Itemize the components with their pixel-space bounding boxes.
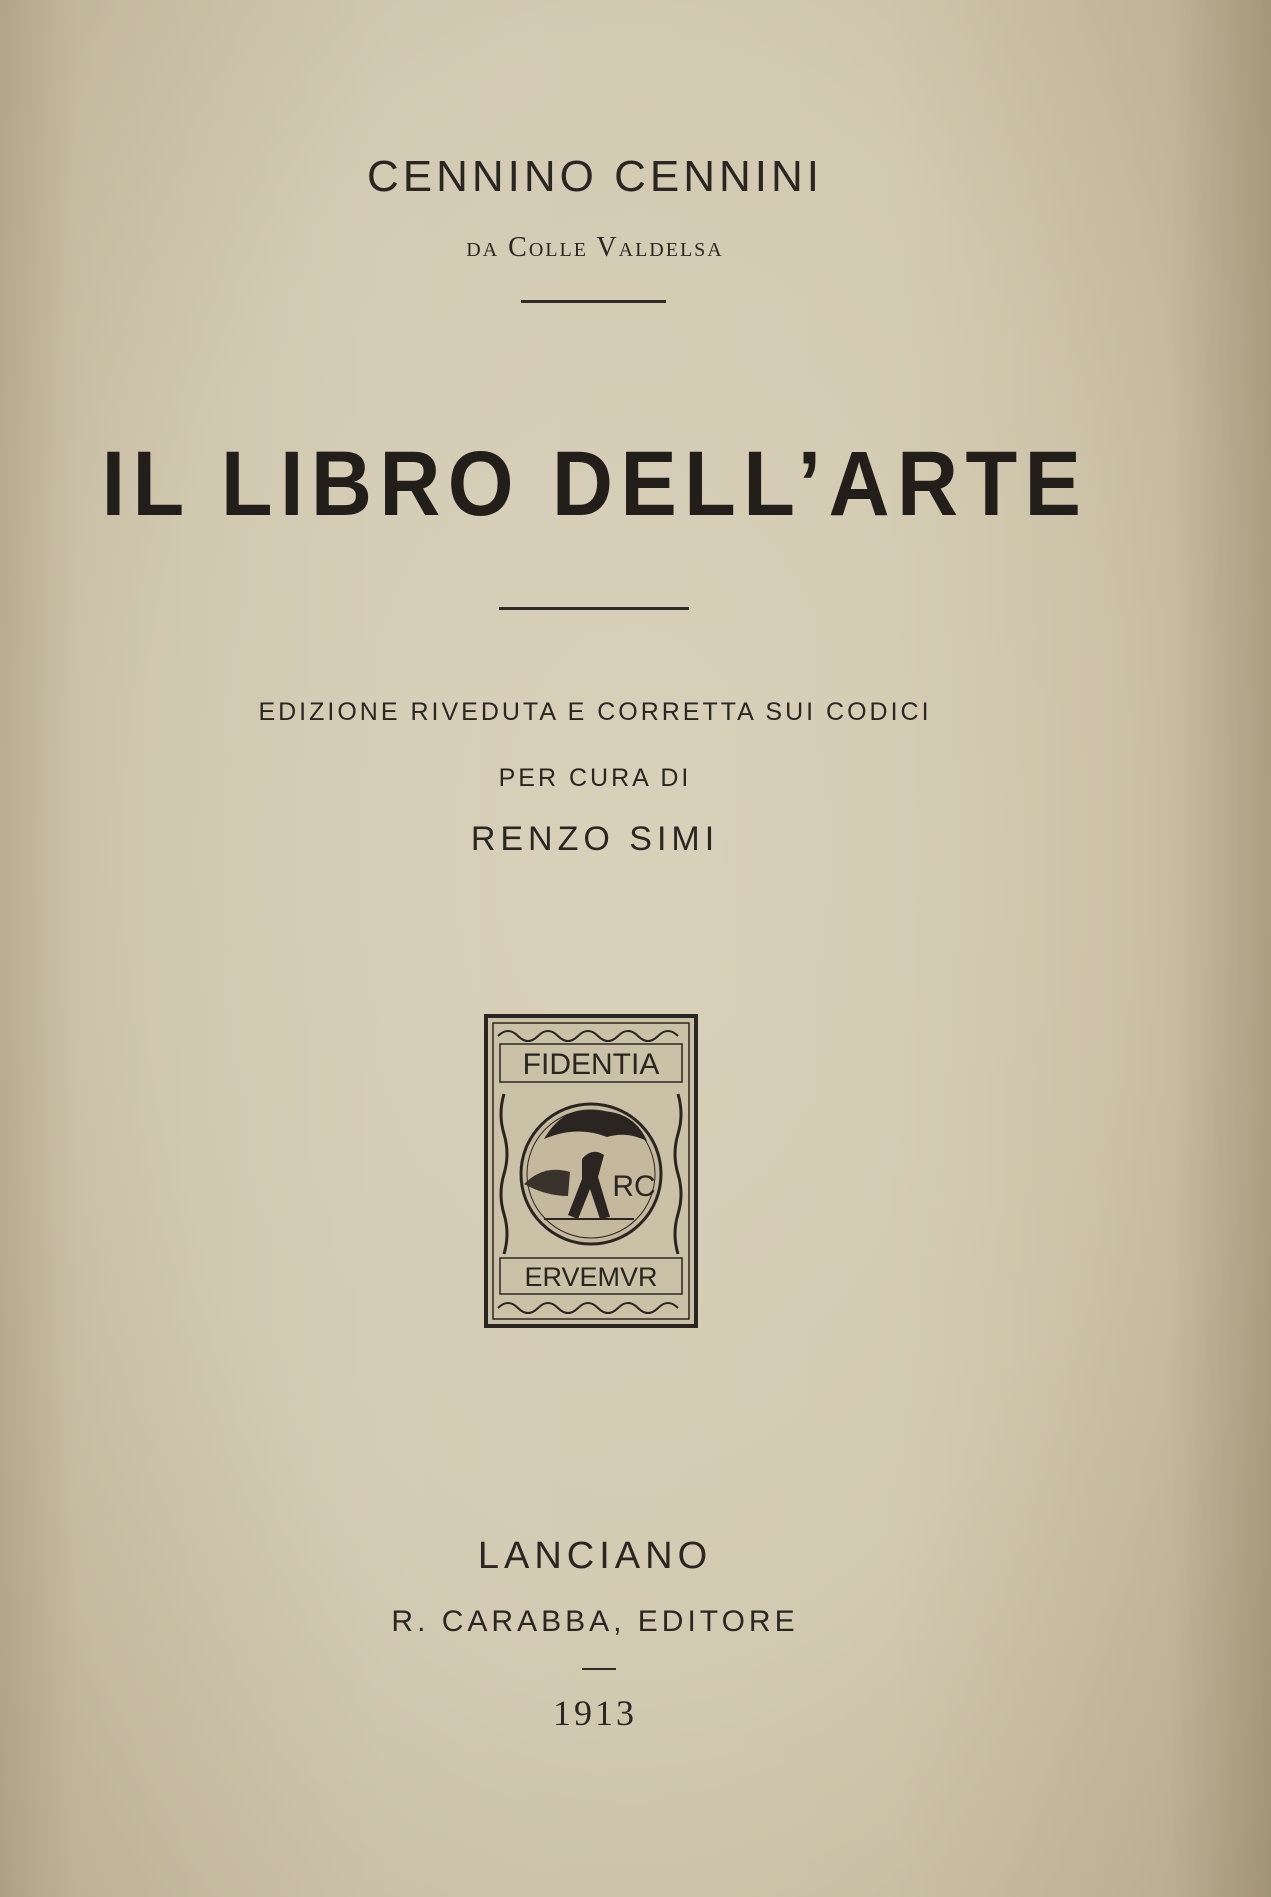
publisher-name: R. CARABBA, EDITORE — [391, 1605, 799, 1638]
book-title: IL LIBRO DELL’ARTE — [101, 433, 1089, 535]
mark-top-motto: FIDENTIA — [522, 1048, 660, 1081]
editor-prefix: PER CURA DI — [498, 764, 692, 792]
editor-name: RENZO SIMI — [470, 820, 720, 858]
author-origin: da Colle Valdelsa — [466, 232, 724, 263]
divider-rule — [582, 1668, 616, 1670]
edition-note: EDIZIONE RIVEDUTA E CORRETTA SUI CODICI — [258, 698, 932, 726]
publication-year: 1913 — [553, 1693, 637, 1733]
divider-rule — [499, 607, 689, 610]
mark-monogram: RC — [612, 1170, 656, 1203]
publication-city: LANCIANO — [477, 1535, 713, 1577]
divider-rule — [521, 300, 666, 303]
printers-device-icon — [484, 1014, 698, 1328]
author-name: CENNINO CENNINI — [366, 152, 824, 201]
mark-bottom-motto: ERVEMVR — [524, 1262, 658, 1292]
